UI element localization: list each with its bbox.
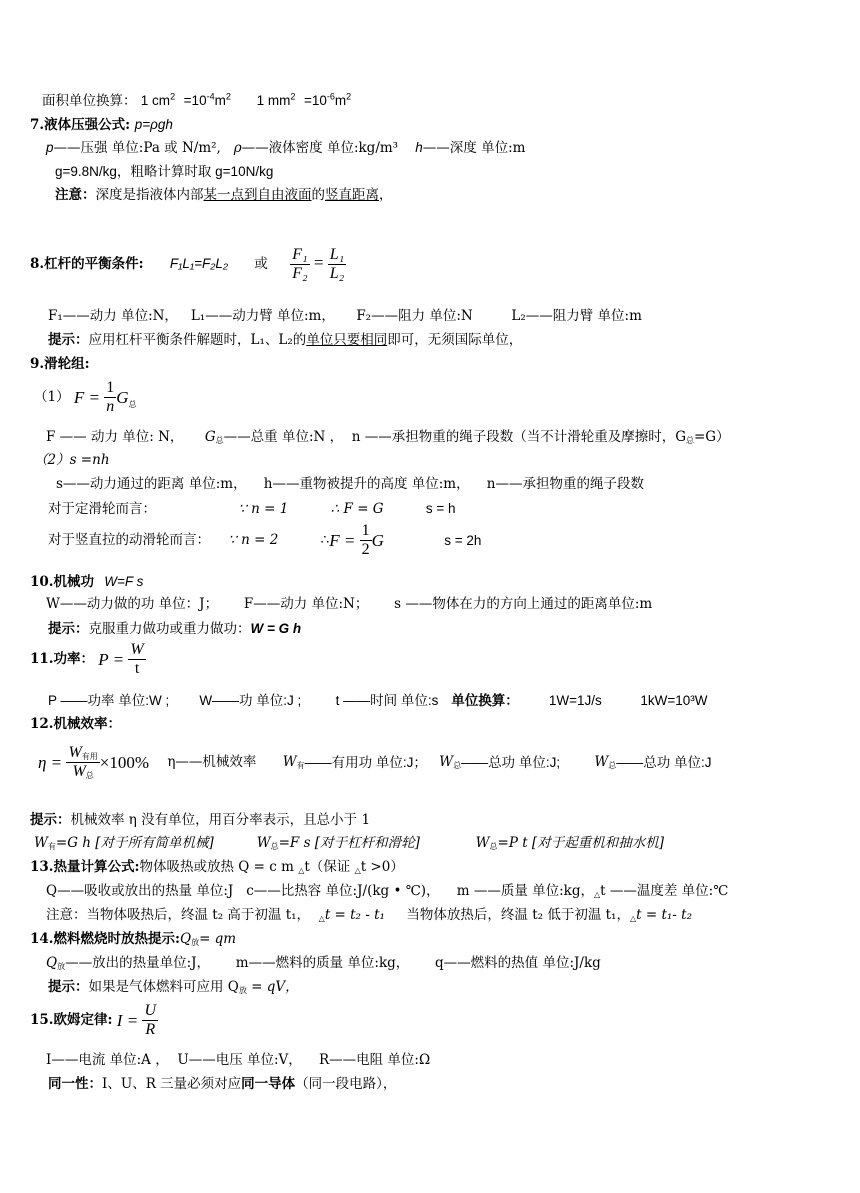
unit-conversion-2: 1kW=10³W — [640, 693, 708, 708]
power-numerator: W — [130, 641, 144, 658]
section-8-tip — [48, 334, 522, 348]
section-10-formula: W=F s — [104, 574, 144, 589]
area-label: 面积单位换算： — [42, 93, 137, 109]
area-mm: 1 mm — [256, 93, 291, 108]
heat-def-m: m ——质量 单位:kg， — [456, 883, 595, 899]
pulley-def-g-sub: 总 — [215, 436, 224, 445]
efficiency-def-w3-sub: 总 — [608, 761, 617, 770]
note-underline-2: 竖直距离 — [325, 187, 379, 203]
section-7-definitions — [46, 141, 525, 156]
section-10-definitions — [46, 598, 652, 612]
section-10-heading — [30, 575, 143, 590]
efficiency-tail: ×100% — [99, 753, 150, 772]
fuel-def-q-text: ——放出的热量单位:J， — [65, 955, 211, 971]
efficiency-def-w1: W — [282, 753, 297, 770]
ohm-formula-lhs: I = — [116, 1011, 139, 1030]
density-def: ——液体密度 单位:kg/m³ — [241, 140, 399, 156]
formula-1-numerator: 1 — [106, 379, 115, 396]
section-13-definitions — [46, 885, 728, 899]
fuel-tip-text: 如果是气体燃料可应用 Q — [88, 979, 239, 995]
heat-delta-2: △ — [354, 866, 361, 875]
gravity-constant-line: g=9.8N/kg，粗略计算时取 g=10N/kg — [55, 164, 274, 179]
power-formula-lhs: P = — [98, 650, 125, 669]
work-case-3-sub: 总 — [489, 842, 498, 851]
same-text-b: 同一导体 — [241, 1076, 296, 1092]
area-m1: m — [214, 93, 226, 108]
lever-def-4: L₂——阻力臂 单位:m — [511, 308, 642, 324]
section-14-heading — [30, 933, 236, 947]
heat-delta-1: △ — [298, 866, 305, 875]
power-def-w: W——功 单位:J ; — [199, 693, 302, 708]
efficiency-def-w2: W — [439, 753, 454, 770]
fixed-pulley-because: ∵ n = 1 — [238, 501, 289, 517]
section-10-title: 10.机械功 — [30, 574, 94, 590]
pulley-def-n-end: =G） — [694, 429, 730, 445]
fuel-def-m: m——燃料的质量 单位:kg， — [235, 955, 410, 971]
lever-ratio-formula — [290, 247, 346, 282]
power-def-t: t ——时间 单位:s — [335, 693, 439, 708]
tip-label: 提示： — [48, 332, 89, 348]
pulley-def-n: n ——承担物重的绳子段数（当不计滑轮重及摩擦时，G — [351, 429, 686, 445]
lever-def-3: F₂——阻力 单位:N — [356, 308, 473, 324]
efficiency-def-w2-end: ——总功 单位:J; — [461, 754, 561, 770]
ohm-denominator: R — [145, 1021, 156, 1038]
pulley-def-total: ——总重 单位:N ， — [223, 429, 344, 445]
section-7-formula: p=ρgh — [134, 117, 173, 132]
area-cm-eq: =10 — [183, 93, 207, 108]
ratio-numerator-right: L₁ — [329, 246, 345, 263]
heat-formula-desc: 物体吸热或放热 Q = c m — [139, 859, 299, 875]
efficiency-formula-line — [38, 745, 712, 780]
ohm-def-i: I——电流 单位:A ， — [46, 1052, 169, 1068]
heat-def-q: Q——吸收或放出的热量 单位:J — [46, 883, 234, 899]
work-tip-text: 克服重力做功或重力做功： — [88, 621, 251, 637]
section-10-tip — [48, 622, 301, 637]
work-tip-formula: W = G h — [250, 621, 302, 636]
section-15-note — [48, 1078, 396, 1092]
heat-note-2: t = t₂ - t₁ — [324, 907, 385, 923]
ratio-numerator-left: F₁ — [292, 246, 308, 263]
lever-def-2: L₁——动力臂 单位:m， — [190, 308, 335, 324]
heat-formula-t2: t >0） — [360, 859, 404, 875]
work-case-3: =P t [对于起重机和抽水机] — [497, 835, 664, 851]
same-text-c: （同一段电路）， — [295, 1076, 397, 1092]
section-15-definitions — [46, 1054, 430, 1068]
note-text-b: 的 — [311, 187, 325, 203]
heat-note-1: 注意：当物体吸热后，终温 t₂ 高于初温 t₁， — [46, 907, 311, 923]
fixed-pulley-s: s = h — [425, 501, 456, 516]
work-def-w: W——动力做的功 单位：J； — [46, 596, 219, 612]
ohm-numerator: U — [144, 1002, 157, 1019]
tip-text-b: 即可，无须国际单位， — [387, 332, 523, 348]
ohm-def-r: R——电阻 单位:Ω — [318, 1052, 431, 1068]
heat-note-4: t = t₁- t₂ — [636, 907, 692, 923]
section-8-formula: F₁L₁=F₂L₂ — [169, 256, 229, 271]
section-14-tip — [48, 981, 299, 995]
work-def-f: F——动力 单位:N； — [243, 596, 369, 612]
efficiency-tip-label: 提示： — [30, 812, 71, 828]
heat-formula-t: t（保证 — [304, 859, 355, 875]
efficiency-tip — [30, 814, 370, 828]
efficiency-def-w3: W — [594, 753, 609, 770]
efficiency-def-eta: η——机械效率 — [167, 753, 257, 770]
section-7-title: 7.液体压强公式: — [30, 117, 131, 133]
ohm-def-u: U——电压 单位:V， — [177, 1052, 302, 1068]
work-case-1: =G h [对于所有简单机械] — [55, 835, 214, 851]
fixed-pulley-line — [48, 502, 456, 517]
pulley-def-n-sub: 总 — [686, 436, 694, 445]
movable-pulley-label: 对于竖直拉的动滑轮而言： — [48, 531, 210, 548]
section-9-title: 9.滑轮组: — [30, 356, 90, 372]
unit-conversion-label: 单位换算： — [451, 693, 519, 709]
section-8-definitions — [48, 310, 642, 324]
section-13-note — [46, 909, 692, 923]
movable-pulley-therefore: ∴ — [320, 531, 330, 548]
formula-1-lhs: F = — [73, 388, 100, 407]
fuel-def-q: Q — [46, 955, 58, 971]
fuel-tip-sub: 放 — [238, 986, 247, 995]
pulley-definitions-2 — [56, 478, 644, 492]
formula-1-sub: 总 — [128, 400, 137, 409]
movable-pulley-line — [48, 523, 481, 558]
efficiency-def-w1-sub: 有 — [296, 761, 305, 770]
formula-1-denominator: n — [106, 398, 115, 415]
tip-underline: 单位只要相同 — [306, 332, 388, 348]
note-text-a: 深度是指液体内部 — [95, 187, 204, 203]
fuel-formula-q: Q — [179, 931, 192, 947]
section-7-heading — [30, 118, 173, 133]
note-underline-1: 某一点到自由液面 — [203, 187, 312, 203]
fuel-tip-end: = qV， — [246, 979, 299, 995]
unit-conversion-1: 1W=1J/s — [548, 693, 602, 708]
pulley-formula-2: （2）s =nh — [34, 452, 110, 468]
heat-def-c: c——比热容 单位:J/(kg • ℃)， — [246, 883, 440, 899]
efficiency-def-w2-sub: 总 — [453, 761, 462, 770]
section-14-definitions — [46, 957, 601, 971]
depth-symbol: h — [415, 140, 423, 155]
movable-pulley-numerator: 1 — [361, 522, 370, 539]
section-11-heading — [30, 642, 146, 677]
heat-delta-3: △ — [594, 890, 601, 899]
area-cm: 1 cm — [140, 93, 171, 108]
tip-text-a: 应用杠杆平衡条件解题时，L₁、L₂的 — [88, 332, 307, 348]
area-mm-eq: =10 — [303, 93, 327, 108]
fixed-pulley-therefore: ∴ F = G — [330, 501, 384, 517]
work-case-2-sub: 总 — [270, 842, 279, 851]
pulley-def-g: G — [204, 429, 216, 445]
work-case-1-w: W — [34, 835, 48, 851]
fuel-tip-label: 提示： — [48, 979, 89, 995]
section-11-title: 11.功率： — [30, 650, 94, 667]
section-8-heading — [30, 244, 346, 282]
work-case-3-w: W — [475, 835, 490, 851]
section-15-heading — [30, 1003, 158, 1038]
work-tip-label: 提示： — [48, 621, 89, 637]
pulley-def-n2: n——承担物重的绳子段数 — [486, 476, 644, 492]
fuel-formula-end: = qm — [199, 931, 237, 947]
area-mm-exp: -6 — [326, 91, 335, 102]
movable-pulley-because: ∵ n = 2 — [228, 531, 279, 548]
note-label: 注意： — [55, 187, 96, 203]
heat-delta-5: △ — [629, 914, 637, 923]
movable-pulley-denominator: 2 — [361, 541, 370, 558]
fuel-def-q-sub: 放 — [57, 962, 66, 971]
work-case-2: =F s [对于杠杆和滑轮] — [278, 835, 420, 851]
formula-1-g: G — [116, 388, 129, 407]
section-11-definitions — [48, 694, 708, 709]
efficiency-denominator-sub: 总 — [85, 771, 94, 780]
same-label: 同一性： — [48, 1076, 102, 1092]
efficiency-numerator-sub: 有用 — [81, 752, 98, 761]
formula-1-number: （1） — [34, 388, 70, 405]
work-case-2-w: W — [256, 835, 271, 851]
movable-pulley-f: F = — [329, 531, 356, 550]
efficiency-work-cases — [34, 837, 664, 851]
fuel-formula-sub: 放 — [191, 938, 200, 947]
pulley-def-s: s——动力通过的距离 单位:m， — [56, 476, 247, 492]
section-15-title: 15.欧姆定律: — [30, 1011, 113, 1028]
pressure-symbol: p — [46, 140, 54, 155]
pulley-definitions-1 — [46, 431, 730, 445]
lever-def-1: F₁——动力 单位:N， — [48, 308, 178, 324]
power-def-p: P ——功率 单位:W ; — [48, 693, 170, 708]
pulley-def-force: F —— 动力 单位: N， — [46, 429, 184, 445]
area-m2: m — [334, 93, 347, 108]
fixed-pulley-label: 对于定滑轮而言： — [48, 501, 156, 517]
work-case-1-sub: 有 — [47, 842, 56, 851]
fuel-def-q-value: q——燃料的热值 单位:J/kg — [435, 955, 601, 971]
movable-pulley-s: s = 2h — [444, 532, 482, 548]
heat-delta-4: △ — [318, 914, 325, 923]
or-text: 或 — [254, 256, 268, 272]
efficiency-tip-text: 机械效率 η 没有单位，用百分率表示，且总小于 1 — [70, 812, 371, 828]
same-text-a: I、U、R 三量必须对应 — [102, 1076, 242, 1092]
heat-def-t: t ——温度差 单位:℃ — [600, 883, 729, 899]
depth-def: ——深度 单位:m — [422, 140, 526, 156]
pressure-def: ——压强 单位:Pa 或 N/m², — [53, 140, 226, 156]
section-7-note — [55, 189, 393, 203]
density-symbol: ρ — [233, 140, 242, 156]
efficiency-def-w3-end: ——总功 单位:J — [616, 754, 712, 770]
section-13-title: 13.热量计算公式: — [30, 859, 140, 875]
efficiency-numerator: W — [68, 744, 82, 761]
ratio-equals: = — [313, 253, 324, 272]
ratio-denominator-left: F₂ — [292, 265, 308, 282]
section-14-title: 14.燃料燃烧时放热提示: — [30, 931, 180, 947]
section-8-title: 8.杠杆的平衡条件: — [30, 256, 144, 272]
heat-note-3: 当物体放热后，终温 t₂ 低于初温 t₁， — [406, 907, 630, 923]
efficiency-denominator: W — [72, 763, 86, 780]
efficiency-lhs: η = — [38, 753, 63, 772]
section-12-title: 12.机械效率： — [30, 716, 121, 732]
pulley-formula-1 — [34, 380, 137, 415]
work-def-s: s ——物体在力的方向上通过的距离单位:m — [394, 596, 653, 612]
power-denominator: t — [134, 660, 140, 677]
pulley-def-h: h——重物被提升的高度 单位:m， — [263, 476, 470, 492]
area-cm-exp: -4 — [206, 91, 215, 102]
efficiency-def-w1-end: ——有用功 单位:J； — [304, 754, 427, 770]
area-conversion-line: 面积单位换算： 1 $cm^2 =10^{-4}m^2$ 1 $mm^2 =10^{-6}m^2$ — [42, 91, 352, 109]
movable-pulley-g: G — [371, 531, 384, 550]
ratio-denominator-right: L₂ — [329, 265, 345, 282]
note-text-c: ， — [379, 187, 393, 203]
section-13-heading — [30, 861, 404, 875]
